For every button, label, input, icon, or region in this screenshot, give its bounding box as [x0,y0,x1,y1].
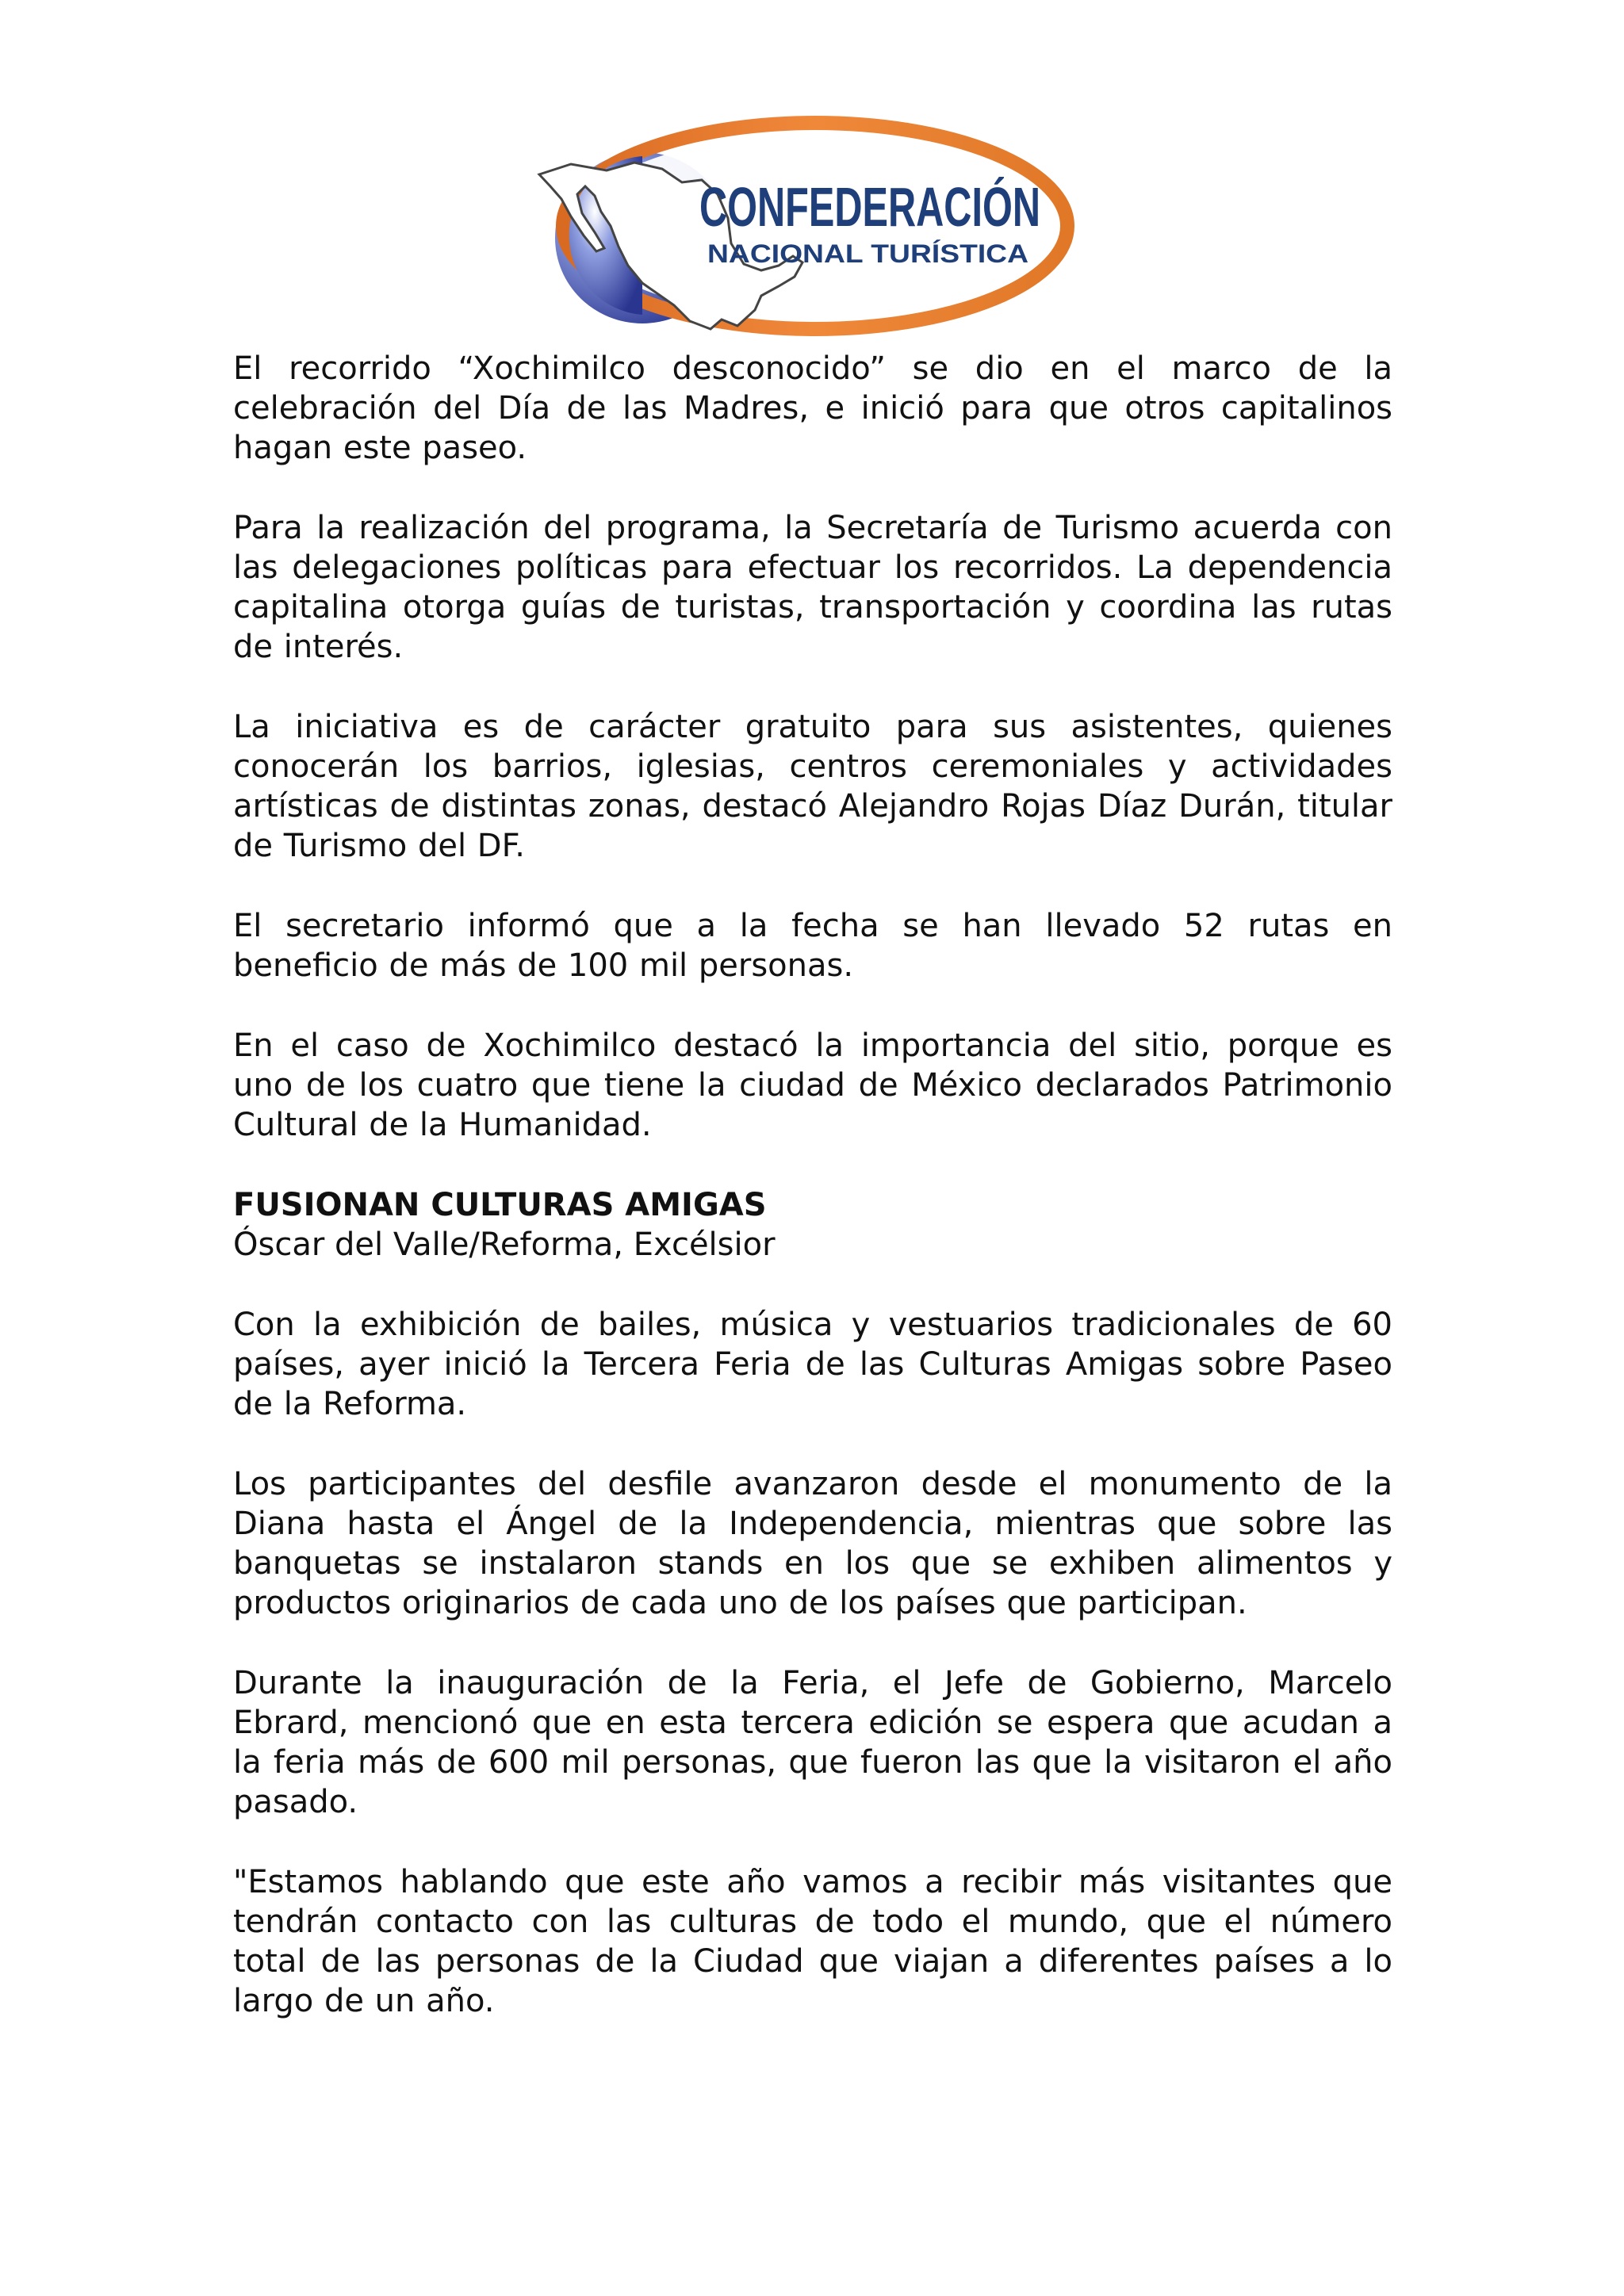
confederacion-logo [523,107,1078,345]
article-body [233,349,1392,2061]
article-byline: Óscar del Valle/Reforma, Excélsior [233,1226,776,1263]
paragraph: "Estamos hablando que este año vamos a recibir más visitantes que tendrán contacto con las culturas de todo el mundo, que el número total de las personas de la Ciudad que viajan a diferentes países a lo largo de un año. [233,1864,1392,2019]
paragraph: Los participantes del desfile avanzaron desde el monumento de la Diana hasta el Ángel de la Independencia, mientras que sobre las banquetas se instalaron stands en los que se exhiben alimentos y productos originarios de cada uno de los países que participan. [233,1466,1392,1621]
paragraph: El secretario informó que a la fecha se han llevado 52 rutas en beneficio de más de 100 mil personas. [233,908,1392,984]
logo-graphic [523,107,1078,345]
article-heading: FUSIONAN CULTURAS AMIGAS [233,1187,767,1223]
paragraph: Con la exhibición de bailes, música y vestuarios tradicionales de 60 países, ayer inició la Tercera Feria de las Culturas Amigas sobre Paseo de la Reforma. [233,1307,1392,1422]
paragraph: La iniciativa es de carácter gratuito para sus asistentes, quienes conocerán los barrios, iglesias, centros ceremoniales y actividades artísticas de distintas zonas, destacó Alejandro Rojas Díaz Durán, titular de Turismo del DF. [233,709,1392,864]
logo-subtitle: NACIONAL TURÍSTICA [707,239,1028,268]
paragraph: Para la realización del programa, la Secretaría de Turismo acuerda con las delegaciones políticas para efectuar los recorridos. La dependencia capitalina otorga guías de turistas, transportación y coordina las rutas de interés. [233,510,1392,665]
article-header [233,1185,1392,1265]
paragraph: En el caso de Xochimilco destacó la importancia del sitio, porque es uno de los cuatro que tiene la ciudad de México declarados Patrimonio Cultural de la Humanidad. [233,1027,1392,1143]
paragraph: Durante la inauguración de la Feria, el Jefe de Gobierno, Marcelo Ebrard, mencionó que en esta tercera edición se espera que acudan a la feria más de 600 mil personas, que fueron las que la visitaron el año pasado. [233,1665,1392,1820]
paragraph: El recorrido “Xochimilco desconocido” se dio en el marco de la celebración del Día de las Madres, e inició para que otros capitalinos hagan este paseo. [233,350,1392,466]
logo-title: CONFEDERACIÓN [699,176,1040,238]
